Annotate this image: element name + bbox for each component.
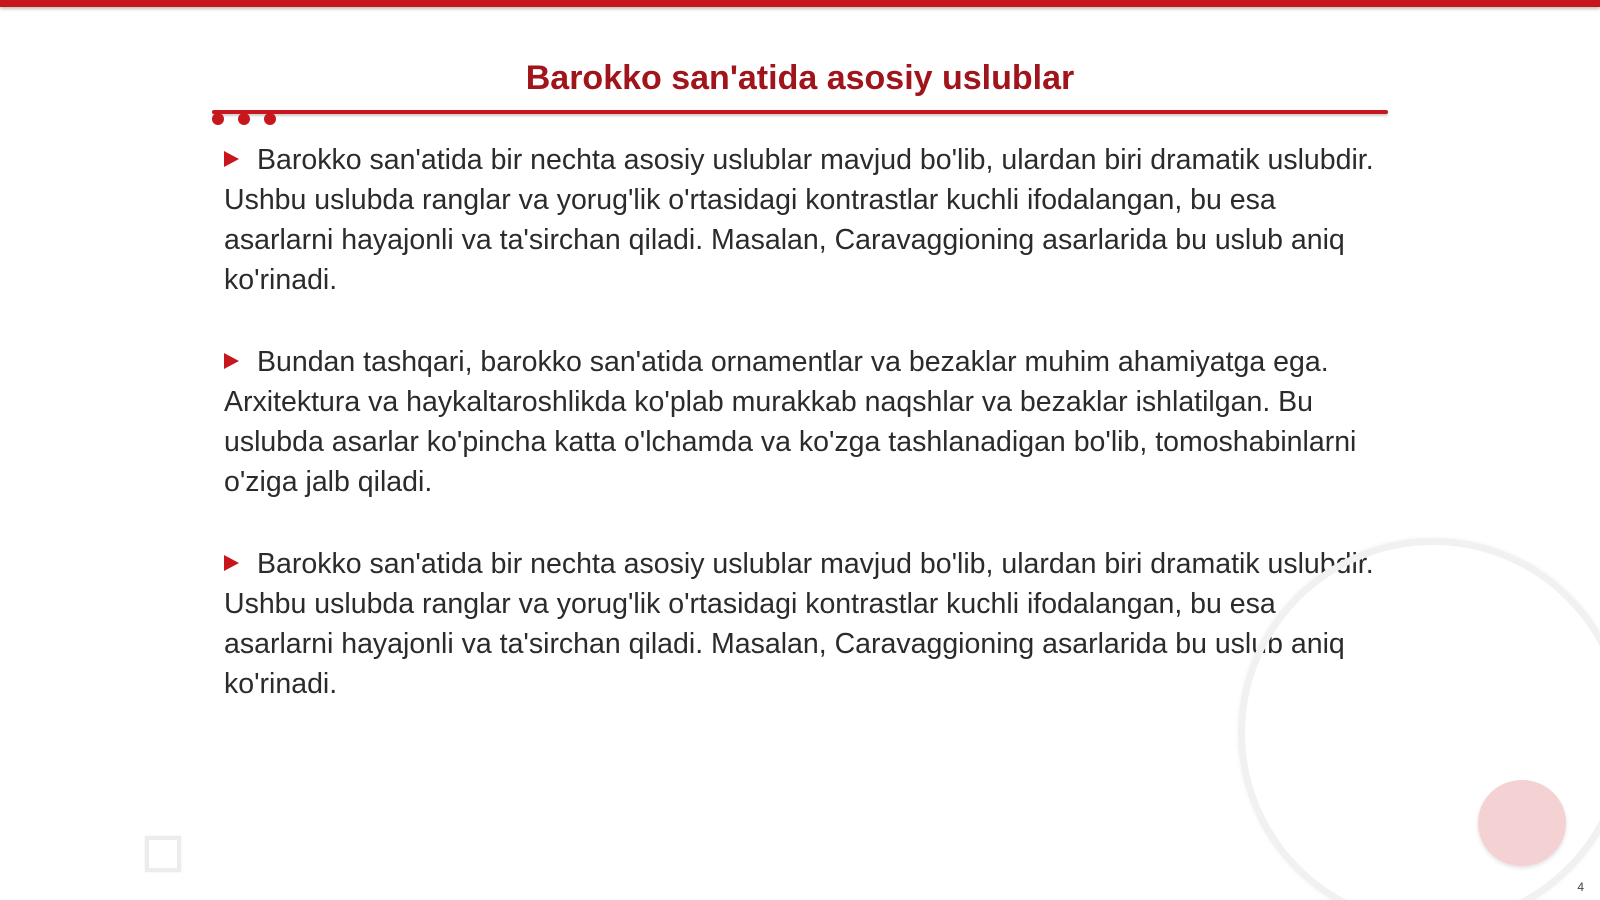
bullet-item: [224, 140, 1374, 300]
decor-dot: [238, 113, 250, 125]
slide-title: Barokko san'atida asosiy uslublar: [525, 59, 1075, 97]
triangle-right-icon: [224, 555, 239, 571]
decor-dot: [264, 113, 276, 125]
page-number: 4: [1577, 880, 1584, 894]
triangle-right-icon: [224, 353, 239, 369]
bullet-item: [224, 342, 1374, 502]
decor-square-outline: [145, 836, 181, 872]
bullet-text: Barokko san'atida bir nechta asosiy uslublar mavjud bo'lib, ulardan biri dramatik uslubdir. Ushbu uslubda ranglar va yorug'lik o'rtasidagi kontrastlar kuchli ifodalangan, bu esa asarlarni hayajonli va ta'sirchan qiladi. Masalan, Caravaggioning asarlarida bu uslub aniq ko'rinadi.: [224, 144, 1374, 296]
triangle-right-icon: [224, 151, 239, 167]
top-accent-bar: [0, 0, 1600, 7]
bullet-item: [224, 544, 1374, 704]
bullet-text: Barokko san'atida bir nechta asosiy uslublar mavjud bo'lib, ulardan biri dramatik uslubdir. Ushbu uslubda ranglar va yorug'lik o'rtasidagi kontrastlar kuchli ifodalangan, bu esa asarlarni hayajonli va ta'sirchan qiladi. Masalan, Caravaggioning asarlarida bu uslub aniq ko'rinadi.: [224, 548, 1374, 700]
decor-dot: [212, 113, 224, 125]
decor-pink-circle: [1478, 780, 1566, 866]
bullet-list: [224, 140, 1374, 746]
bullet-text: Bundan tashqari, barokko san'atida ornamentlar va bezaklar muhim ahamiyatga ega. Arxitektura va haykaltaroshlikda ko'plab murakkab naqshlar va bezaklar ishlatilgan. Bu uslubda asarlar ko'pincha katta o'lchamda va ko'zga tashlanadigan bo'lib, tomoshabinlarni o'ziga jalb qiladi.: [224, 346, 1357, 498]
title-underline: [212, 110, 1388, 114]
